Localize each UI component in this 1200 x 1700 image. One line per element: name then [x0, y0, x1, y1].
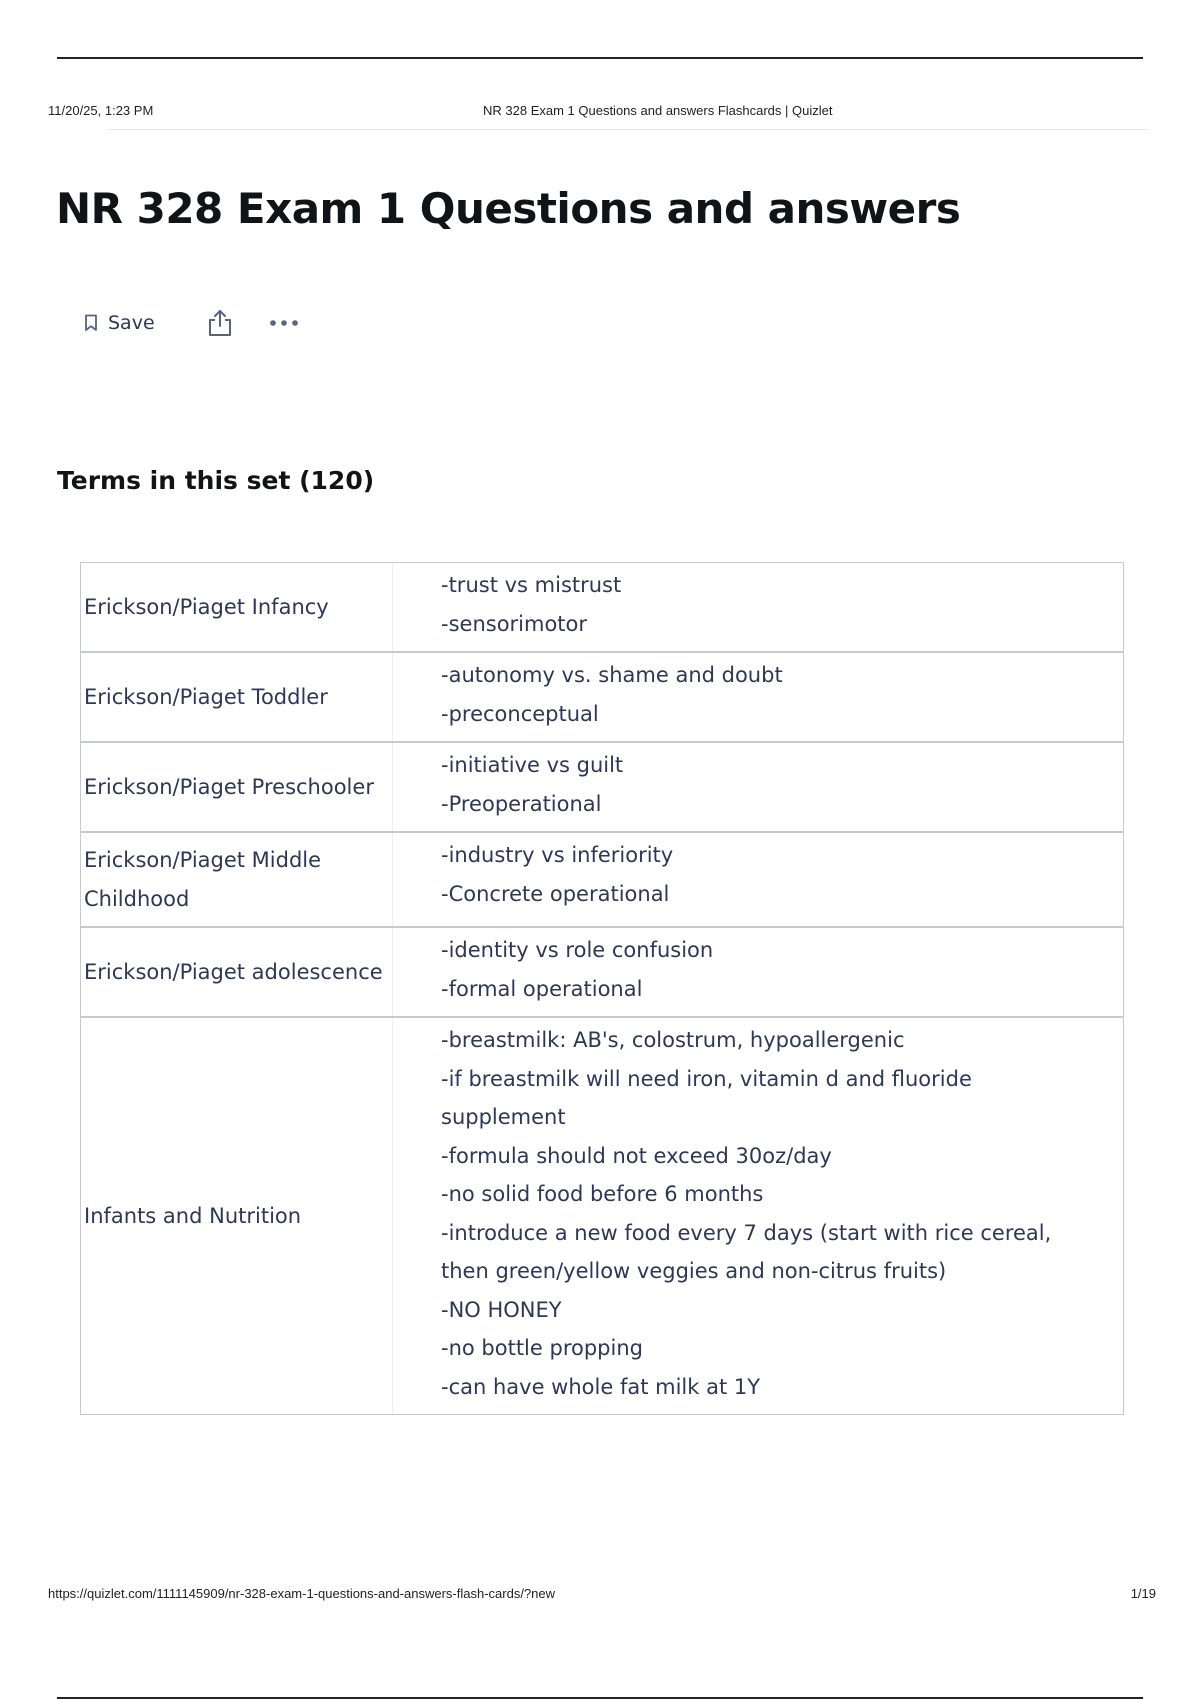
definition-line: -autonomy vs. shame and doubt — [441, 663, 783, 687]
definition-line: -Concrete operational — [441, 881, 670, 906]
definition-line: -Preoperational — [441, 791, 602, 816]
term-row — [81, 1016, 1123, 1414]
top-border-rule — [57, 57, 1143, 59]
definition-cell — [393, 563, 1123, 651]
print-header — [48, 103, 1148, 123]
definition-line: -industry vs inferiority — [441, 843, 674, 867]
page-title: NR 328 Exam 1 Questions and answers — [56, 184, 961, 233]
definition-line: -if breastmilk will need iron, vitamin d and fluoride supplement — [441, 1066, 972, 1129]
term-cell: Erickson/Piaget adolescence — [81, 928, 393, 1016]
term-row — [81, 831, 1123, 926]
definition-line: -can have whole fat milk at 1Y — [441, 1374, 761, 1399]
term-cell: Erickson/Piaget Preschooler — [81, 743, 393, 831]
definition-cell — [393, 928, 1123, 1016]
print-footer — [48, 1586, 1156, 1606]
definition-line: -formal operational — [441, 976, 643, 1001]
term-cell: Erickson/Piaget Infancy — [81, 563, 393, 651]
definition-line: -NO HONEY — [441, 1297, 562, 1322]
definition-line: -trust vs mistrust — [441, 573, 622, 597]
definition-line: -introduce a new food every 7 days (start with rice cereal, then green/yellow veggies and non-citrus fruits) — [441, 1220, 1052, 1283]
share-icon — [207, 309, 233, 337]
terms-table — [80, 562, 1124, 1415]
terms-heading: Terms in this set (120) — [57, 466, 375, 495]
definition-cell — [393, 833, 1123, 926]
more-icon — [269, 319, 299, 327]
definition-line: -identity vs role confusion — [441, 938, 714, 962]
definition-line: -no bottle propping — [441, 1336, 643, 1360]
header-divider — [108, 129, 1148, 130]
bookmark-icon — [84, 314, 98, 332]
definition-line: -no solid food before 6 months — [441, 1182, 764, 1206]
set-actions — [84, 306, 299, 340]
term-cell: Erickson/Piaget Middle Childhood — [81, 833, 393, 926]
definition-cell — [393, 1018, 1123, 1414]
term-row — [81, 926, 1123, 1016]
term-cell: Infants and Nutrition — [81, 1018, 393, 1414]
print-date: 11/20/25, 1:23 PM — [48, 103, 154, 118]
definition-line: -breastmilk: AB's, colostrum, hypoallergenic — [441, 1028, 905, 1052]
definition-line: -formula should not exceed 30oz/day — [441, 1143, 832, 1168]
definition-cell — [393, 743, 1123, 831]
share-button[interactable] — [207, 309, 233, 337]
definition-line: -initiative vs guilt — [441, 753, 624, 777]
save-label: Save — [108, 312, 155, 334]
save-button[interactable] — [84, 312, 155, 334]
print-doc-title: NR 328 Exam 1 Questions and answers Flashcards | Quizlet — [483, 103, 833, 118]
page-number: 1/19 — [1130, 1586, 1156, 1601]
more-options-button[interactable] — [269, 319, 299, 327]
definition-line: -sensorimotor — [441, 611, 588, 636]
definition-cell — [393, 653, 1123, 741]
definition-line: -preconceptual — [441, 701, 599, 726]
term-row — [81, 563, 1123, 651]
term-row — [81, 651, 1123, 741]
term-row — [81, 741, 1123, 831]
footer-url: https://quizlet.com/1111145909/nr-328-exam-1-questions-and-answers-flash-cards/?new — [48, 1586, 556, 1601]
bottom-border-rule — [57, 1697, 1143, 1699]
term-cell: Erickson/Piaget Toddler — [81, 653, 393, 741]
